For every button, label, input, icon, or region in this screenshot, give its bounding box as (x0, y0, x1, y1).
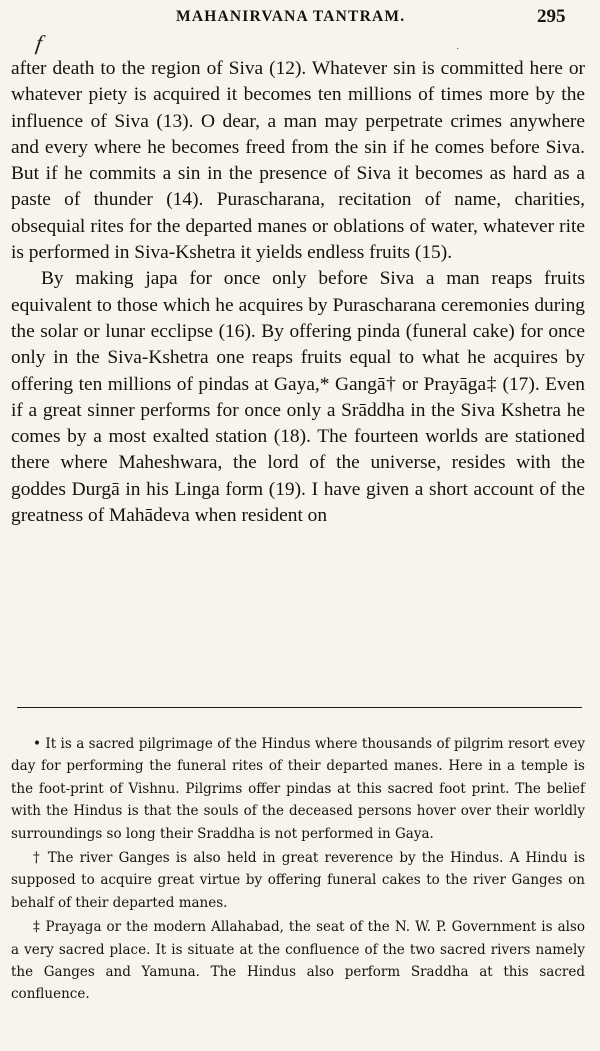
footnote-prayaga: ‡ Prayaga or the modern Allahabad, the seat of the N. W. P. Government is also a very sacred place. It is situate at the confluence of the two sacred rivers namely the Ganges and Yamuna. The Hindus also perform Sraddha at this sacred confluence. (11, 919, 585, 1003)
page-number: 295 (537, 6, 566, 27)
footnote-ganga: † The river Ganges is also held in great reverence by the Hindus. A Hindu is supposed to acquire great virtue by offering funeral cakes to the river Ganges on behalf of their departed manes. (11, 850, 585, 911)
footnotes (11, 733, 585, 1008)
footnote-divider (17, 707, 582, 708)
running-title: MAHANIRVANA TANTRAM. (176, 8, 406, 25)
handwritten-mark: f (34, 29, 44, 56)
body-paragraph: after death to the region of Siva (12). Whatever sin is committed here or whatever piety is acquired it becomes ten millions of times more by the influence of Siva (13). O dear, a man may perpetrate crimes anywhere and every where he becomes freed from the sin if he comes before Siva. But if he commits a sin in the presence of Siva it becomes as hard as a paste of thunder (14). Purascharana, recitation of name, charities, obsequial rites for the departed manes or oblations of water, whatever rite is performed in Siva-Kshetra it yields endless fruits (15). (11, 58, 585, 264)
footnote-gaya: • It is a sacred pilgrimage of the Hindus where thousands of pilgrim resort evey day for performing the funeral rites of their departed manes. Here in a temple is the foot-print of Vishnu. Pilgrims offer pindas at this sacred foot print. The belief with the Hindus is that the souls of the deceased persons hover over their worldly surroundings so long their Sraddha is not performed in Gaya. (11, 736, 585, 842)
body-paragraph: By making japa for once only before Siva a man reaps fruits equivalent to those which he acquires by Purascharana ceremonies during the solar or lunar ecclipse (16). By offering pinda (funeral cake) for once only in the Siva-Kshetra one reaps fruits equal to what he acquires by offering ten millions of pindas at Gaya,* Gangā† or Prayāga‡ (17). Even if a great sinner performs for once only a Srāddha in the Siva Kshetra he comes by a most exalted station (18). The fourteen worlds are stationed there where Maheshwara, the lord of the universe, resides with the goddes Durgā in his Linga form (19). I have given a short account of the greatness of Mahādeva when resident on (11, 268, 585, 527)
main-text (11, 56, 585, 529)
stray-speck: · (456, 44, 460, 55)
page-header (0, 6, 600, 32)
